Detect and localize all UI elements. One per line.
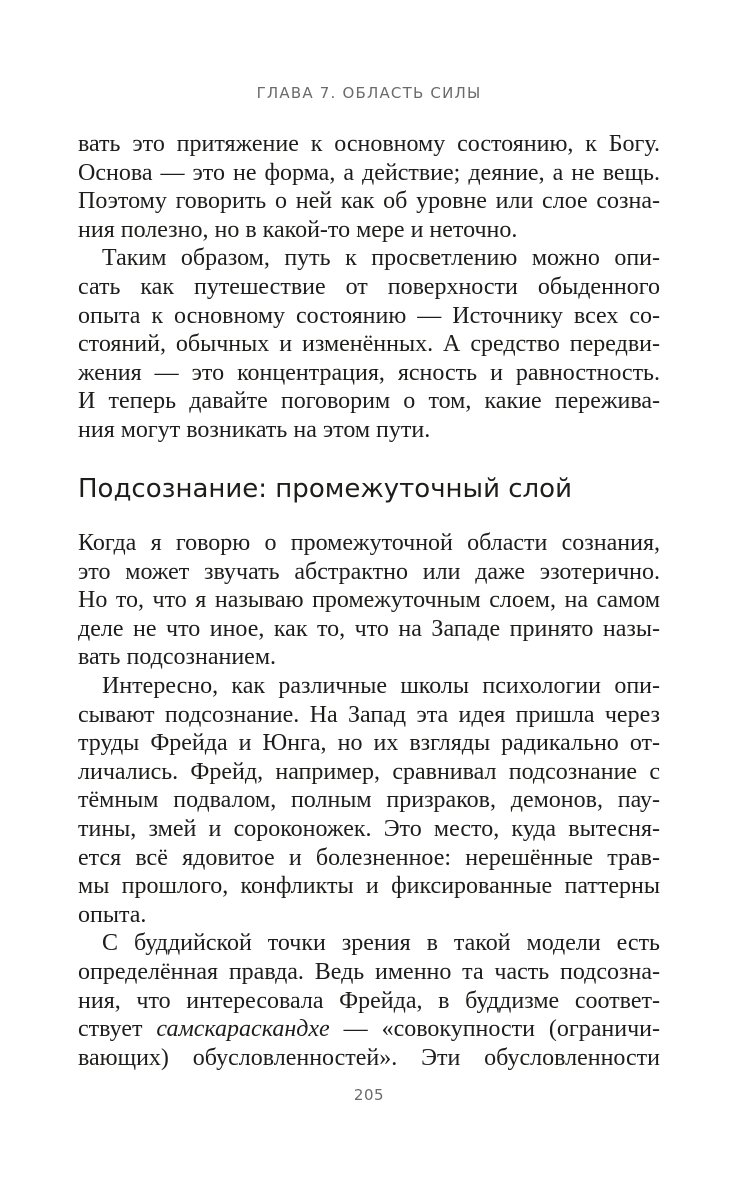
text-line: сать как путешествие от поверхности обыденного <box>78 273 660 300</box>
text-line: опыта. <box>78 901 147 928</box>
text-line: опыта к основному состоянию — Источнику всех со- <box>78 302 660 329</box>
text-line: ния, что интересовала Фрейда, в буддизме соответ- <box>78 987 660 1014</box>
text-line: вающих) обусловленностей». Эти обусловленности <box>78 1044 660 1071</box>
paragraph-block-1 <box>78 130 660 445</box>
text-line: вать это притяжение к основному состоянию, к Богу. <box>78 131 660 157</box>
text-line: Но то, что я называю промежуточным слоем, на самом <box>78 587 660 614</box>
text-line: личались. Фрейд, например, сравнивал подсознание с <box>78 758 660 785</box>
text-line: Интересно, как различные школы психологии опи- <box>102 672 660 699</box>
text-line: вать подсознанием. <box>78 644 276 671</box>
running-head: ГЛАВА 7. ОБЛАСТЬ СИЛЫ <box>256 84 482 102</box>
text-line: И теперь давайте поговорим о том, какие пережива- <box>78 388 660 415</box>
page-number: 205 <box>353 1086 385 1104</box>
text-line: Поэтому говорить о ней как об уровне или слое созна- <box>78 188 660 215</box>
text-line: С буддийской точки зрения в такой модели есть <box>102 930 660 957</box>
text-fragment: ствует <box>78 1016 143 1043</box>
text-line: ния полезно, но в какой-то мере и неточно. <box>78 216 518 243</box>
text-line: Основа — это не форма, а действие; деяние, а не вещь. <box>78 159 660 186</box>
text-line: тёмным подвалом, полным призраков, демонов, пау- <box>78 787 660 814</box>
text-line: стояний, обычных и изменённых. А средство передви- <box>78 331 660 358</box>
text-line: тины, змей и сороконожек. Это место, куда вытесня- <box>78 815 660 842</box>
text-line: жения — это концентрация, ясность и равностность. <box>78 359 660 386</box>
italic-term: самскараскандхе <box>156 1016 330 1043</box>
text-line: ется всё ядовитое и болезненное: нерешённые трав- <box>78 844 660 871</box>
text-line: сывают подсознание. На Запад эта идея пришла через <box>78 701 660 728</box>
section-heading: Подсознание: промежуточный слой <box>78 474 572 504</box>
text-line <box>78 1015 660 1044</box>
text-line: это может звучать абстрактно или даже эзотерично. <box>78 558 660 585</box>
text-line: определённая правда. Ведь именно та часть подсозна- <box>78 958 660 985</box>
paragraph-block-2 <box>78 529 660 1072</box>
text-line: Таким образом, путь к просветлению можно опи- <box>102 245 660 272</box>
text-line: деле не что иное, как то, что на Западе принято назы- <box>78 615 660 642</box>
text-line: труды Фрейда и Юнга, но их взгляды радикально от- <box>78 730 660 757</box>
text-line: ния могут возникать на этом пути. <box>78 416 431 443</box>
text-line: Когда я говорю о промежуточной области сознания, <box>78 530 660 556</box>
text-fragment: — «совокупности (ограничи- <box>343 1016 660 1043</box>
text-line: мы прошлого, конфликты и фиксированные паттерны <box>78 873 660 900</box>
